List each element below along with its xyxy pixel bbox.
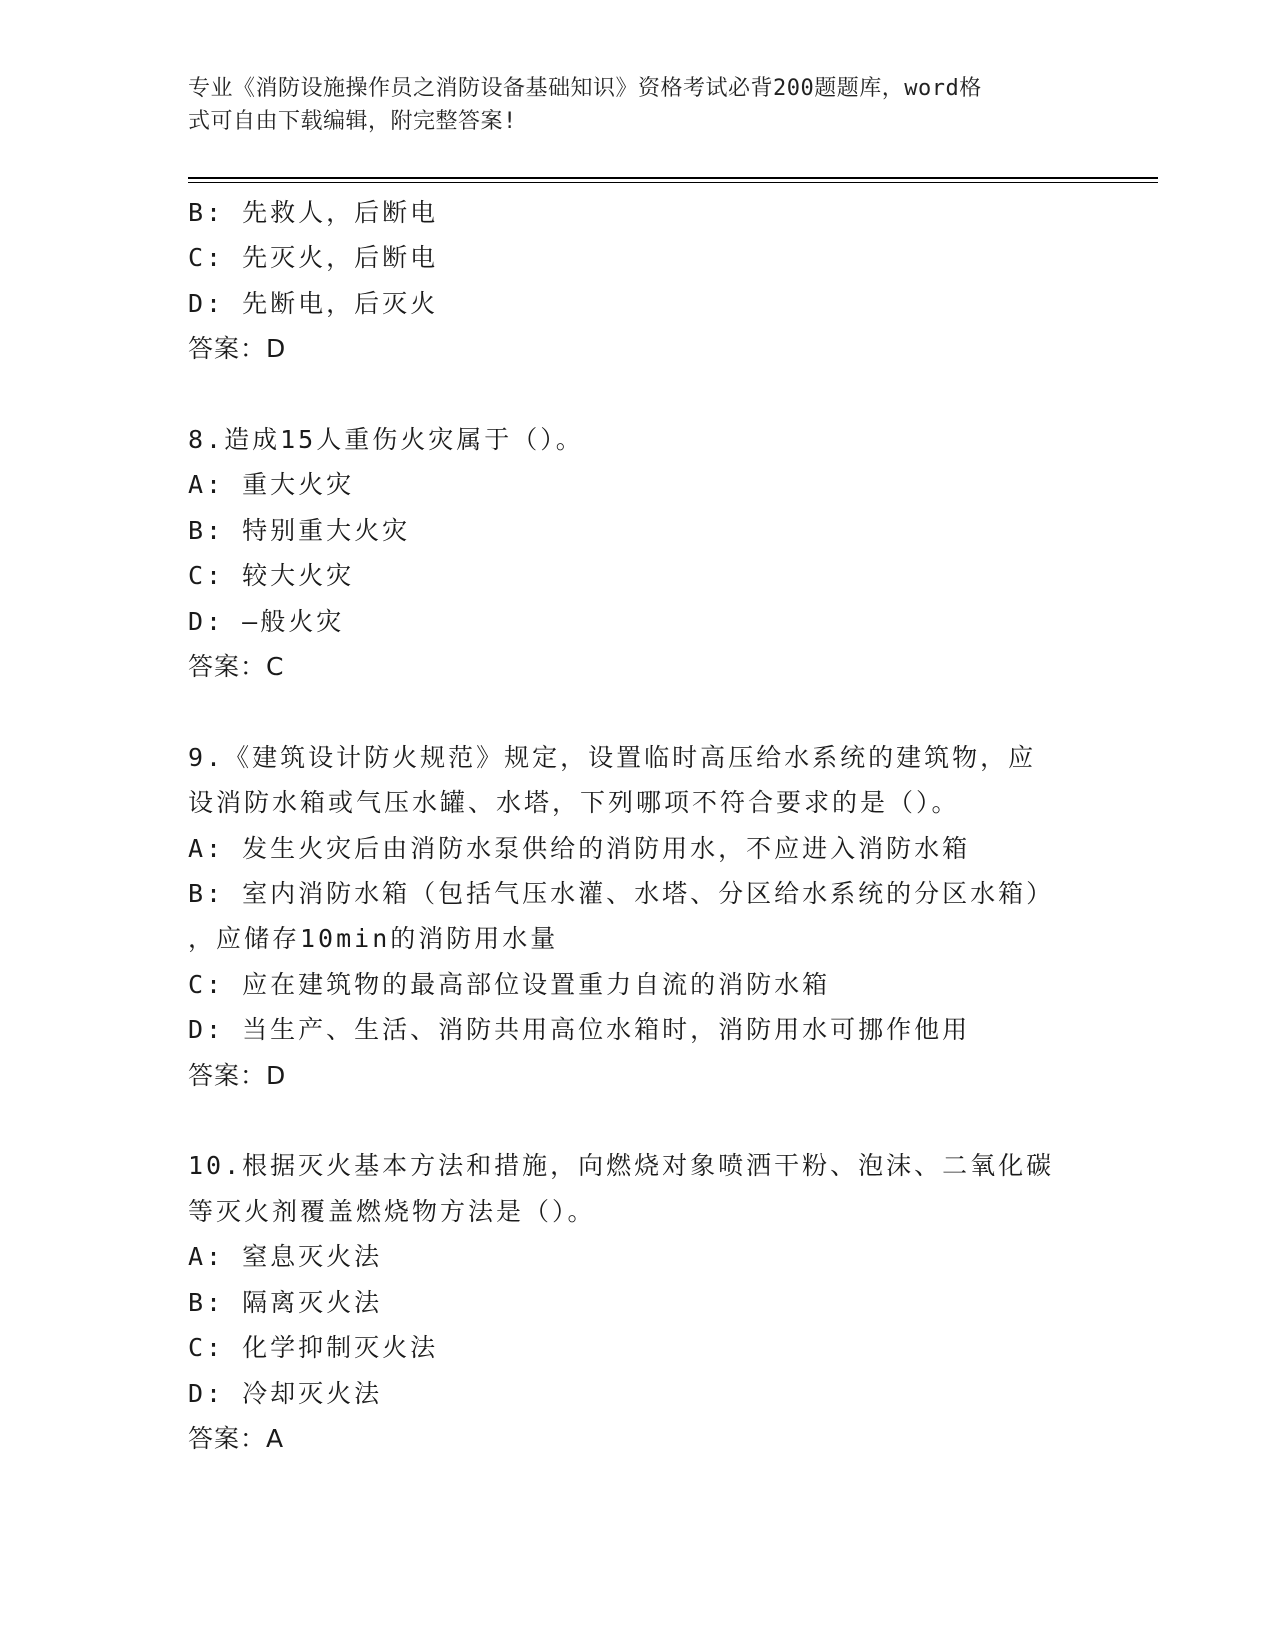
header-divider-thick — [188, 177, 1158, 179]
document-header — [188, 72, 1068, 138]
question-stem: 8.造成15人重伤火灾属于（）。 — [188, 425, 584, 455]
question-10 — [188, 1143, 1088, 1461]
option-b: B: 特别重大火灾 — [188, 515, 411, 545]
question-stem-line-1: 10.根据灭火基本方法和措施，向燃烧对象喷洒干粉、泡沫、二氧化碳 — [188, 1151, 1055, 1181]
option-d: D: 先断电，后灭火 — [188, 288, 439, 318]
answer: 答案：C — [188, 652, 285, 682]
spacer — [188, 1098, 1088, 1143]
question-9 — [188, 735, 1088, 1098]
question-list — [188, 190, 1088, 1461]
option-c: C: 应在建筑物的最高部位设置重力自流的消防水箱 — [188, 969, 831, 999]
header-divider-thin — [188, 182, 1158, 183]
answer: 答案：D — [188, 1060, 287, 1090]
option-a: A: 重大火灾 — [188, 470, 355, 500]
header-line-2: 式可自由下载编辑，附完整答案! — [188, 109, 517, 134]
spacer — [188, 372, 1088, 417]
question-stem-line-2: 设消防水箱或气压水罐、水塔，下列哪项不符合要求的是（）。 — [188, 788, 960, 818]
option-d: D: 冷却灭火法 — [188, 1378, 383, 1408]
option-a: A: 窒息灭火法 — [188, 1242, 383, 1272]
option-b: B: 先救人，后断电 — [188, 198, 439, 227]
answer: 答案：A — [188, 1423, 285, 1453]
header-line-1: 专业《消防设施操作员之消防设备基础知识》资格考试必背200题题库，word格 — [188, 76, 982, 101]
option-b-line-1: B: 室内消防水箱（包括气压水灌、水塔、分区给水系统的分区水箱） — [188, 879, 1055, 909]
spacer — [188, 689, 1088, 734]
question-7-partial — [188, 190, 1088, 372]
option-b-line-2: ，应储存10min的消防用水量 — [188, 924, 559, 954]
option-c: C: 化学抑制灭火法 — [188, 1333, 439, 1363]
question-8 — [188, 417, 1088, 689]
question-stem-line-1: 9.《建筑设计防火规范》规定，设置临时高压给水系统的建筑物，应 — [188, 742, 1037, 772]
question-stem-line-2: 等灭火剂覆盖燃烧物方法是（）。 — [188, 1196, 596, 1226]
option-c: C: 较大火灾 — [188, 561, 355, 591]
answer: 答案：D — [188, 334, 287, 364]
option-d: D: —般火灾 — [188, 606, 345, 636]
option-c: C: 先灭火，后断电 — [188, 243, 439, 273]
option-a: A: 发生火灾后由消防水泵供给的消防用水，不应进入消防水箱 — [188, 833, 971, 863]
option-b: B: 隔离灭火法 — [188, 1287, 383, 1317]
option-d: D: 当生产、生活、消防共用高位水箱时，消防用水可挪作他用 — [188, 1015, 971, 1045]
